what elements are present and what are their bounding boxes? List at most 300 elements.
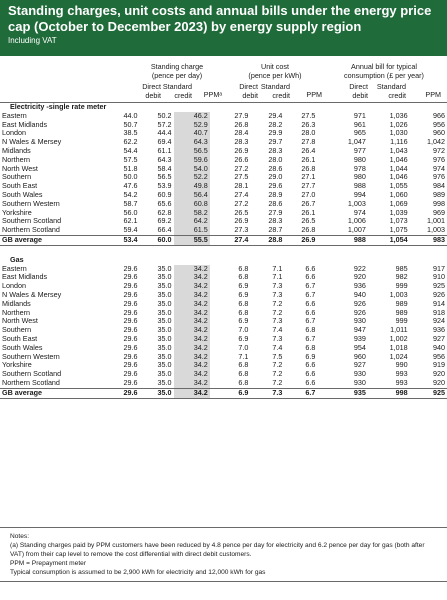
region-name: Southern Scotland [2,370,62,379]
value-cell: 28.0 [301,129,316,138]
value-cell: 940 [433,343,445,352]
value-cell: 56.4 [174,191,210,200]
value-cell: 7.4 [272,326,283,335]
value-cell: 1,044 [389,164,408,173]
value-cell: 976 [433,155,445,164]
value-cell: 52.2 [174,173,210,182]
value-cell: 29.6 [123,282,138,291]
value-cell: 980 [353,173,366,182]
value-cell: 7.4 [272,343,283,352]
value-cell: 977 [353,146,366,155]
value-cell: 34.2 [174,291,210,300]
value-cell: 974 [433,164,445,173]
gas-section-heading [0,256,447,265]
value-cell: 65.6 [157,199,172,208]
value-cell: 35.0 [157,308,172,317]
value-cell: 35.0 [157,317,172,326]
value-cell: 28.4 [234,129,249,138]
column-subheader: debit [242,91,258,100]
value-cell: 64.2 [174,217,210,226]
value-cell: 6.7 [305,290,316,299]
value-cell: 926 [433,290,445,299]
value-cell: 6.7 [305,282,316,291]
electricity-row [0,217,447,226]
electricity-row [0,147,447,156]
value-cell: 966 [433,111,445,120]
value-cell: 1,006 [347,217,366,226]
value-cell: 28.8 [250,235,284,245]
value-cell: 1,054 [368,235,410,245]
value-cell: 26.5 [301,217,316,226]
value-cell: 53.4 [101,235,139,245]
value-cell: 965 [353,129,366,138]
section-heading: Electricity -single rate meter [0,103,447,112]
annual-group-label: Annual bill for typical [351,62,417,71]
value-cell: 60.8 [174,200,210,209]
value-cell: 59.6 [174,156,210,165]
region-name: East Midlands [2,273,48,282]
value-cell: 1,043 [389,146,408,155]
value-cell: 50.2 [157,111,172,120]
region-name: Midlands [2,146,31,155]
value-cell: 27.9 [234,111,249,120]
value-cell: 989 [433,190,445,199]
region-name: Northern Scotland [2,226,60,235]
value-cell: 1,007 [347,226,366,235]
value-cell: 978 [353,164,366,173]
region-name: Northern [2,155,30,164]
value-cell: 49.8 [174,182,210,191]
region-name: Southern [2,326,32,335]
value-cell: 26.9 [284,235,317,245]
value-cell: 7.2 [272,370,283,379]
value-cell: 930 [353,370,366,379]
value-cell: 38.5 [123,129,138,138]
value-cell: 29.6 [123,334,138,343]
region-name: East Midlands [2,120,48,129]
note-a: (a) Standing charges paid by PPM customers have been reduced by 4.8 pence per day for electricity and 6.2 pence per day for gas (both after VAT) from their cap level to remove the cost differential with direct debit customers. [10,542,425,558]
value-cell: 58.7 [123,199,138,208]
region-name: South Wales [2,190,43,199]
value-cell: 50.0 [123,173,138,182]
note-consumption: Typical consumption is assumed to be 2,900 kWh for electricity and 12,000 kWh for gas [10,569,266,576]
value-cell: 954 [353,343,366,352]
value-cell: 35.0 [157,343,172,352]
value-cell: 920 [433,378,445,387]
value-cell: 984 [433,182,445,191]
value-cell: 58.2 [174,209,210,218]
value-cell: 35.0 [157,264,172,273]
value-cell: 35.0 [157,361,172,370]
value-cell: 971 [353,111,366,120]
value-cell: 27.5 [301,111,316,120]
value-cell: 947 [353,326,366,335]
notes [0,527,447,582]
value-cell: 1,055 [389,182,408,191]
value-cell: 983 [410,235,447,245]
value-cell: 6.8 [305,343,316,352]
gas-row [0,291,447,300]
region-name: Eastern [2,264,27,273]
region-name: London [2,129,26,138]
value-cell: 6.6 [305,308,316,317]
value-cell: 35.0 [157,326,172,335]
value-cell: 914 [433,299,445,308]
value-cell: 57.2 [157,120,172,129]
standing-group-label: Standing charge [150,62,204,71]
value-cell: 956 [433,352,445,361]
value-cell: 988 [353,182,366,191]
value-cell: 26.8 [234,120,249,129]
electricity-row [0,112,447,121]
value-cell: 35.0 [157,352,172,361]
value-cell: 60.9 [157,190,172,199]
column-subheader: Standard [260,82,290,91]
value-cell: 919 [433,361,445,370]
value-cell: 28.9 [268,190,283,199]
value-cell: 34.2 [174,379,210,388]
value-cell: 27.1 [301,173,316,182]
value-cell: 26.9 [234,217,249,226]
value-cell: 60.0 [139,235,173,245]
value-cell: 29.6 [123,370,138,379]
notes-heading: Notes: [10,533,30,540]
column-subheader: PPM [425,90,441,99]
gas-gb-average-row [0,388,447,398]
value-cell: 926 [353,308,366,317]
value-cell: 993 [395,370,408,379]
value-cell: 27.7 [301,182,316,191]
value-cell: 26.7 [301,199,316,208]
value-cell: 998 [433,199,445,208]
value-cell: 7.3 [250,388,284,398]
value-cell: 27.0 [301,190,316,199]
value-cell: 939 [353,334,366,343]
value-cell: 29.6 [123,264,138,273]
value-cell: 930 [353,378,366,387]
value-cell: 35.0 [157,370,172,379]
gas-row [0,265,447,274]
value-cell: 29.4 [268,111,283,120]
value-cell: 35.0 [157,273,172,282]
value-cell: 989 [395,308,408,317]
value-cell: 6.8 [238,264,249,273]
value-cell: 998 [368,388,410,398]
value-cell: 918 [433,308,445,317]
electricity-row [0,138,447,147]
value-cell: 927 [433,334,445,343]
gas-row [0,273,447,282]
value-cell: 7.1 [272,273,283,282]
value-cell: 6.8 [238,361,249,370]
value-cell: 925 [410,388,447,398]
value-cell: 917 [433,264,445,273]
column-subheader: credit [174,91,192,100]
column-subheader: Standard [162,82,192,91]
value-cell: 34.2 [174,344,210,353]
value-cell: 6.8 [238,370,249,379]
note-ppm: PPM = Prepayment meter [10,560,87,567]
electricity-row [0,165,447,174]
value-cell: 7.3 [272,317,283,326]
value-cell: 1,011 [390,326,408,335]
value-cell: 26.3 [301,120,316,129]
column-subheader: Direct [142,82,161,91]
value-cell: 61.5 [174,226,210,235]
value-cell: 999 [395,317,408,326]
column-subheader: Direct [239,82,258,91]
gas-row [0,370,447,379]
standing-group-label: (pence per day) [151,71,203,80]
value-cell: 1,003 [427,226,445,235]
value-cell: 1,001 [427,217,445,226]
value-cell: 52.9 [174,121,210,130]
value-cell: 6.9 [238,334,249,343]
value-cell: 26.9 [234,146,249,155]
value-cell: 1,075 [389,226,408,235]
column-subheader: debit [352,91,368,100]
value-cell: 29.6 [123,343,138,352]
value-cell: 28.7 [268,226,283,235]
region-name: Southern [2,173,32,182]
value-cell: 6.7 [305,317,316,326]
electricity-row [0,191,447,200]
gas-row [0,335,447,344]
value-cell: 6.8 [238,378,249,387]
value-cell: 26.8 [301,164,316,173]
region-name: South East [2,182,38,191]
value-cell: 6.6 [305,370,316,379]
value-cell: 34.2 [174,370,210,379]
value-cell: 1,018 [389,343,408,352]
value-cell: 974 [353,208,366,217]
value-cell: 28.6 [268,164,283,173]
value-cell: 29.6 [123,352,138,361]
value-cell: 29.9 [268,129,283,138]
column-subheader: debit [145,91,161,100]
value-cell: 35.0 [157,282,172,291]
value-cell: 6.6 [305,273,316,282]
gas-row [0,353,447,362]
value-cell: 930 [353,317,366,326]
electricity-row [0,200,447,209]
region-name: N Wales & Mersey [2,290,62,299]
region-name: Southern Western [2,199,60,208]
value-cell: 1,046 [389,155,408,164]
value-cell: 6.7 [305,334,316,343]
region-name: London [2,282,26,291]
value-cell: 34.2 [174,361,210,370]
value-cell: 7.1 [238,352,249,361]
region-name: Yorkshire [2,361,32,370]
value-cell: 56.0 [123,208,138,217]
value-cell: 26.8 [301,226,316,235]
value-cell: 26.4 [301,146,316,155]
value-cell: 64.3 [174,138,210,147]
value-cell: 35.0 [157,290,172,299]
value-cell: 999 [395,282,408,291]
value-cell: 35.0 [139,388,173,398]
region-name: Southern Scotland [2,217,62,226]
value-cell: 7.2 [272,299,283,308]
value-cell: 29.7 [268,138,283,147]
value-cell: 34.2 [174,335,210,344]
region-name: Southern Western [2,352,60,361]
value-cell: 26.6 [234,155,249,164]
value-cell: 47.6 [123,182,138,191]
value-cell: 51.8 [123,164,138,173]
tariff-table [0,102,447,399]
page-title: Standing charges, unit costs and annual bills under the energy price cap (October to December 2023) by energy supply region [8,3,432,34]
electricity-gb-average-row [0,235,447,245]
value-cell: 6.9 [238,282,249,291]
value-cell: 1,047 [347,138,366,147]
value-cell: 28.2 [268,120,283,129]
value-cell: 56.5 [157,173,172,182]
value-cell: 27.5 [234,173,249,182]
region-name: Eastern [2,111,27,120]
electricity-row [0,129,447,138]
value-cell: 6.6 [305,299,316,308]
value-cell: 7.3 [272,290,283,299]
value-cell: 27.4 [234,190,249,199]
value-cell: 1,036 [389,111,408,120]
value-cell: 956 [433,120,445,129]
value-cell: 62.1 [123,217,138,226]
electricity-row [0,156,447,165]
value-cell: 29.6 [123,361,138,370]
value-cell: 26.5 [234,208,249,217]
value-cell: 924 [433,317,445,326]
value-cell: 46.2 [174,112,210,121]
value-cell: 982 [395,273,408,282]
value-cell: 926 [353,299,366,308]
gas-row [0,361,447,370]
column-subheader: Direct [349,82,368,91]
region-name: Yorkshire [2,208,32,217]
value-cell: 62.2 [123,138,138,147]
value-cell: 28.3 [268,146,283,155]
value-cell: 29.0 [268,173,283,182]
value-cell: 7.5 [272,352,283,361]
spacer [0,245,447,256]
region-name: Midlands [2,299,31,308]
value-cell: 29.6 [123,273,138,282]
value-cell: 54.0 [174,165,210,174]
value-cell: 56.5 [174,147,210,156]
value-cell: 7.2 [272,361,283,370]
value-cell: 27.4 [210,235,251,245]
value-cell: 6.7 [284,388,317,398]
value-cell: 6.6 [305,264,316,273]
value-cell: 34.2 [174,282,210,291]
value-cell: 29.6 [101,388,139,398]
value-cell: 27.2 [234,199,249,208]
region-name: N Wales & Mersey [2,138,62,147]
value-cell: 28.6 [268,199,283,208]
value-cell: 57.5 [123,155,138,164]
value-cell: 27.8 [301,138,316,147]
value-cell: 35.0 [157,299,172,308]
value-cell: 985 [395,264,408,273]
value-cell: 66.4 [157,226,172,235]
value-cell: 34.2 [174,309,210,318]
value-cell: 27.3 [234,226,249,235]
value-cell: 961 [353,120,366,129]
region-name: GB average [0,388,101,398]
column-subheader: credit [388,91,406,100]
value-cell: 44.0 [123,111,138,120]
value-cell: 910 [433,273,445,282]
region-name: Northern Scotland [2,378,60,387]
unit-group-label: (pence per kWh) [248,71,302,80]
value-cell: 925 [433,282,445,291]
value-cell: 940 [353,290,366,299]
value-cell: 34.2 [174,317,210,326]
value-cell: 6.9 [238,317,249,326]
value-cell: 994 [353,190,366,199]
value-cell: 34.2 [174,353,210,362]
value-cell: 7.0 [238,326,249,335]
value-cell: 58.4 [157,164,172,173]
unit-group-label: Unit cost [261,62,289,71]
value-cell: 960 [433,129,445,138]
value-cell: 62.8 [157,208,172,217]
value-cell: 6.8 [238,273,249,282]
value-cell: 980 [353,155,366,164]
value-cell: 27.2 [234,164,249,173]
value-cell: 53.9 [157,182,172,191]
value-cell: 29.6 [268,182,283,191]
value-cell: 34.2 [174,300,210,309]
value-cell: 935 [317,388,368,398]
value-cell: 34.2 [174,388,210,398]
value-cell: 920 [433,370,445,379]
value-cell: 6.8 [305,326,316,335]
value-cell: 6.8 [238,299,249,308]
value-cell: 1,039 [389,208,408,217]
value-cell: 1,003 [389,290,408,299]
value-cell: 27.9 [268,208,283,217]
value-cell: 7.1 [272,264,283,273]
value-cell: 28.1 [234,182,249,191]
value-cell: 960 [353,352,366,361]
value-cell: 35.0 [157,378,172,387]
value-cell: 34.2 [174,326,210,335]
region-name: South Wales [2,343,43,352]
value-cell: 1,026 [389,120,408,129]
value-cell: 1,024 [389,352,408,361]
value-cell: 990 [395,361,408,370]
value-cell: 1,060 [389,190,408,199]
title-banner [0,0,447,56]
value-cell: 69.2 [157,217,172,226]
value-cell: 44.4 [157,129,172,138]
column-subheader: PPMᵃ [203,90,222,99]
gas-row [0,317,447,326]
value-cell: 936 [353,282,366,291]
value-cell: 988 [317,235,368,245]
annual-group-label: consumption (£ per year) [344,71,424,80]
value-cell: 28.3 [234,138,249,147]
region-name: North West [2,317,38,326]
value-cell: 35.0 [157,334,172,343]
value-cell: 7.0 [238,343,249,352]
gas-row [0,282,447,291]
value-cell: 1,042 [427,138,445,147]
value-cell: 7.2 [272,378,283,387]
value-cell: 34.2 [174,265,210,274]
